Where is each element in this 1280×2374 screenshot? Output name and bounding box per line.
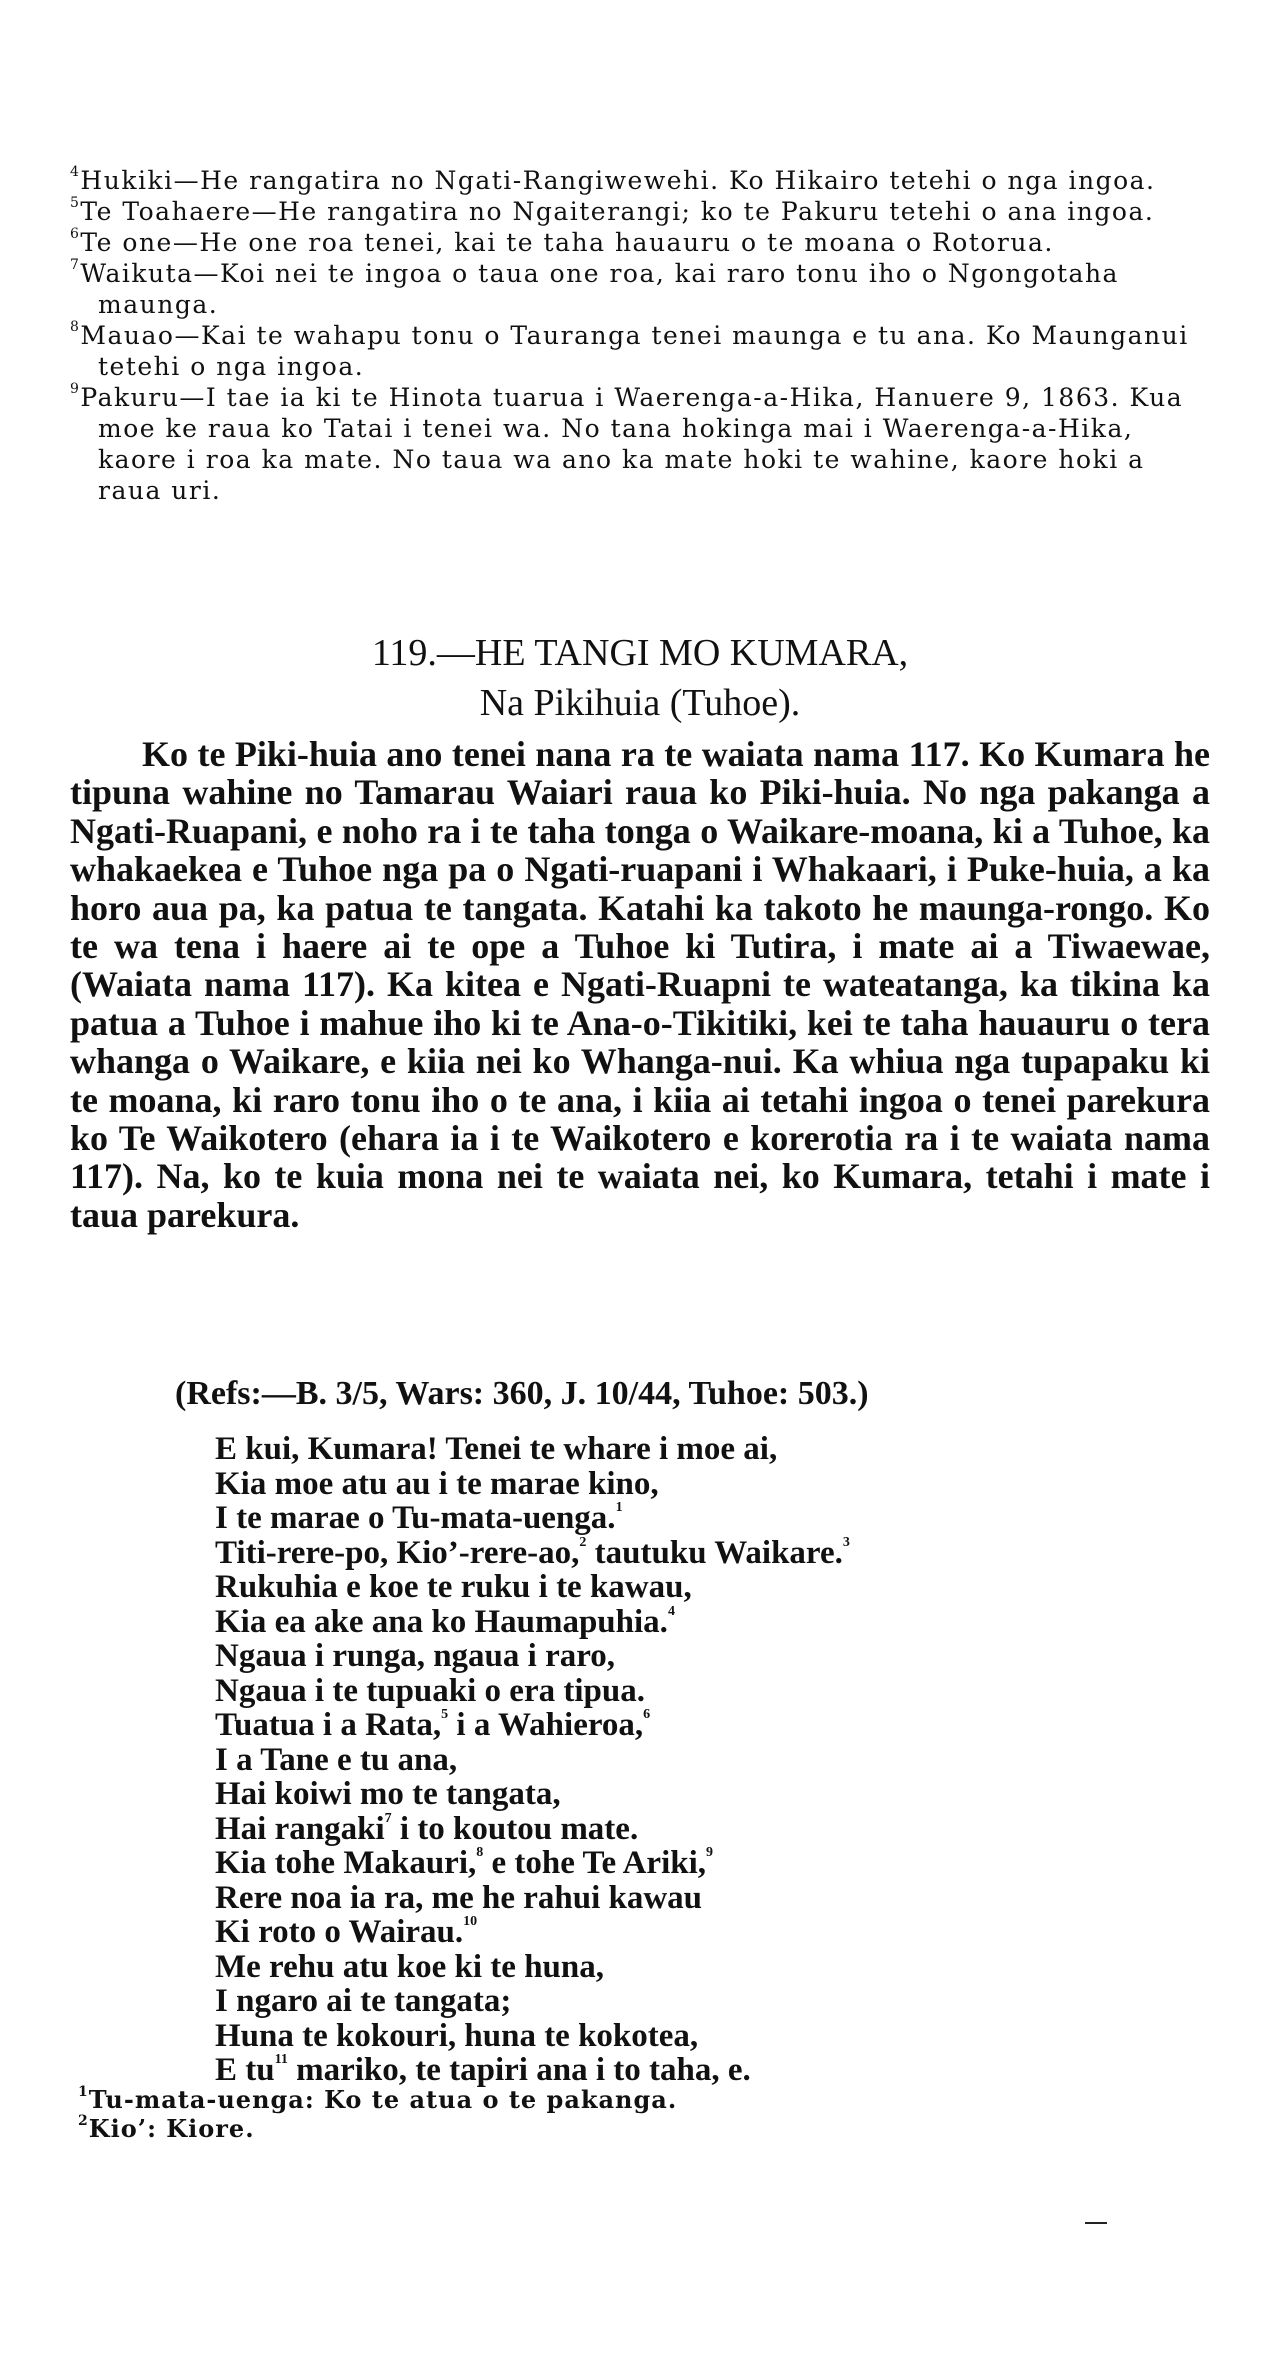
verse-text: Huna te kokouri, huna te kokotea, xyxy=(215,2017,699,2054)
footnote-text: Pakuru—I tae ia ki te Hinota tuarua i Waerenga-a-Hika, Hanuere 9, 1863. Kua moe ke raua ko Tatai i tenei wa. No tana hokinga mai i Waerenga-a-Hika, kaore i roa ka mate. No taua wa ano ka mate hoki te wahine, kaore hoki a raua uri. xyxy=(80,383,1184,505)
footnote-ref: 9 xyxy=(706,1845,714,1860)
footnote-item xyxy=(78,2085,1178,2114)
footnote-text: Kio’: Kiore. xyxy=(88,2114,255,2143)
verse-line xyxy=(215,1812,1215,1847)
verse-text-cont: mariko, te tapiri ana i to taha, e. xyxy=(287,2052,751,2088)
verse-text: Tuatua i a Rata, xyxy=(215,1707,442,1743)
song-author: Na Pikihuia (Tuhoe). xyxy=(479,682,801,724)
verse-line xyxy=(215,1432,1215,1467)
footnote-number: 9 xyxy=(70,381,81,397)
footnote-number: 8 xyxy=(70,319,81,335)
footnote-item xyxy=(70,320,1200,382)
verse-text-cont: tautuku Waikare. xyxy=(586,1534,843,1571)
verse-text: Kia tohe Makauri, xyxy=(215,1845,477,1881)
top-footnotes xyxy=(70,165,1200,506)
page-mark xyxy=(1085,2222,1107,2224)
verse-text: E kui, Kumara! Tenei te whare i moe ai, xyxy=(215,1431,778,1467)
song-verse xyxy=(215,1432,1215,2088)
verse-text: Hai rangaki xyxy=(215,1810,385,1847)
verse-line xyxy=(215,1846,1215,1881)
verse-text: Titi-rere-po, Kio’-rere-ao, xyxy=(215,1534,580,1571)
footnote-item xyxy=(70,227,1200,258)
footnote-item xyxy=(70,258,1200,320)
footnote-item xyxy=(70,382,1200,506)
footnote-number: 7 xyxy=(70,257,81,273)
verse-line xyxy=(215,2053,1215,2088)
verse-text-cont: i a Wahieroa, xyxy=(448,1707,644,1743)
verse-text-cont: e tohe Te Ariki, xyxy=(483,1845,707,1881)
intro-paragraph: Ko te Piki-huia ano tenei nana ra te waiata nama 117. Ko Kumara he tipuna wahine no Tamarau Waiari raua ko Piki-huia. No nga pakanga a Ngati-Ruapani, e noho ra i te taha tonga o Waikare-moana, ki a Tuhoe, ka whakaekea e Tuhoe nga pa o Ngati-ruapani i Whakaari, i Puke-huia, a ka horo aua pa, ka patua te tangata. Katahi ka takoto he maunga-rongo. Ko te wa tena i haere ai te ope a Tuhoe ki Tutira, i mate ai a Tiwaewae, (Waiata nama 117). Ka kitea e Ngati-Ruapni te wateatanga, ka tikina ka patua a Tuhoe i mahue iho ki te Ana-o-Tikitiki, kei te taha hauauru o tera whanga o Waikare, e kiia nei ko Whanga-nui. Ka whiua nga tupapaku ki te moana, ki raro tonu iho o te ana, i kiia ai tetahi ingoa o tenei parekura ko Te Waikotero (ehara ia i te Waikotero e korerotia ra i te waiata nama 117). Na, ko te kuia mona nei te waiata nei, ko Kumara, tetahi i mate i taua parekura. xyxy=(70,734,1210,1235)
footnote-ref: 10 xyxy=(463,1914,478,1929)
footnote-ref: 1 xyxy=(615,1500,623,1515)
verse-text: Hai koiwi mo te tangata, xyxy=(215,1776,561,1812)
footnote-ref: 2 xyxy=(579,1534,587,1550)
verse-line xyxy=(215,1674,1215,1709)
verse-text: I te marae o Tu-mata-uenga. xyxy=(215,1500,616,1536)
bottom-footnotes xyxy=(78,2085,1178,2143)
footnote-text: Tu-mata-uenga: Ko te atua o te pakanga. xyxy=(88,2085,678,2114)
footnote-ref: 4 xyxy=(667,1603,675,1619)
verse-line xyxy=(215,1915,1215,1950)
footnote-item xyxy=(78,2114,1178,2143)
verse-line xyxy=(215,1777,1215,1812)
verse-text: Rere noa ia ra, me he rahui kawau xyxy=(215,1879,703,1916)
footnote-item xyxy=(70,165,1200,196)
footnote-text: Te Toahaere—He rangatira no Ngaiterangi; ko te Pakuru tetehi o ana ingoa. xyxy=(80,197,1155,226)
verse-text-cont: i to koutou mate. xyxy=(391,1810,639,1847)
verse-line xyxy=(215,1950,1215,1985)
footnote-number: 6 xyxy=(70,226,81,242)
footnote-ref: 5 xyxy=(441,1707,449,1722)
footnote-item xyxy=(70,196,1200,227)
verse-line xyxy=(215,1984,1215,2019)
verse-line xyxy=(215,1605,1215,1640)
footnote-text: Hukiki—He rangatira no Ngati-Rangiwewehi. Ko Hikairo tetehi o nga ingoa. xyxy=(80,166,1156,195)
verse-line xyxy=(215,1881,1215,1916)
verse-text: I a Tane e tu ana, xyxy=(215,1741,458,1778)
verse-line xyxy=(215,1639,1215,1674)
verse-line xyxy=(215,2019,1215,2054)
footnote-ref: 11 xyxy=(274,2052,288,2067)
song-title: 119.—HE TANGI MO KUMARA, xyxy=(371,632,909,674)
footnote-text: Waikuta—Koi nei te ingoa o taua one roa, kai raro tonu iho o Ngongotaha maunga. xyxy=(80,259,1119,319)
footnote-text: Mauao—Kai te wahapu tonu o Tauranga tenei maunga e tu ana. Ko Maunganui tetehi o nga ingoa. xyxy=(80,321,1189,381)
verse-text: Kia ea ake ana ko Haumapuhia. xyxy=(215,1603,668,1640)
verse-line xyxy=(215,1467,1215,1502)
footnote-text: Te one—He one roa tenei, kai te taha hauauru o te moana o Rotorua. xyxy=(80,228,1054,257)
verse-text: Ngaua i runga, ngaua i raro, xyxy=(215,1638,616,1674)
footnote-number: 2 xyxy=(78,2113,89,2129)
verse-text: Me rehu atu koe ki te huna, xyxy=(215,1948,605,1985)
footnote-number: 5 xyxy=(70,195,81,211)
footnote-number: 4 xyxy=(70,164,81,180)
verse-text: E tu xyxy=(215,2052,275,2088)
verse-line xyxy=(215,1708,1215,1743)
footnote-ref: 3 xyxy=(842,1534,850,1550)
references: (Refs:—B. 3/5, Wars: 360, J. 10/44, Tuhoe: 503.) xyxy=(175,1375,869,1412)
song-heading xyxy=(0,628,1280,728)
verse-text: Ngaua i te tupuaki o era tipua. xyxy=(215,1672,645,1709)
verse-text: Kia moe atu au i te marae kino, xyxy=(215,1465,659,1502)
verse-text: I ngaro ai te tangata; xyxy=(215,1983,512,2019)
verse-text: Ki roto o Wairau. xyxy=(215,1914,464,1950)
footnote-ref: 6 xyxy=(643,1707,651,1722)
footnote-ref: 7 xyxy=(384,1810,392,1826)
footnote-number: 1 xyxy=(78,2084,89,2100)
verse-line xyxy=(215,1536,1215,1571)
verse-text: Rukuhia e koe te ruku i te kawau, xyxy=(215,1569,692,1605)
verse-line xyxy=(215,1501,1215,1536)
verse-line xyxy=(215,1570,1215,1605)
footnote-ref: 8 xyxy=(476,1845,484,1860)
verse-line xyxy=(215,1743,1215,1778)
